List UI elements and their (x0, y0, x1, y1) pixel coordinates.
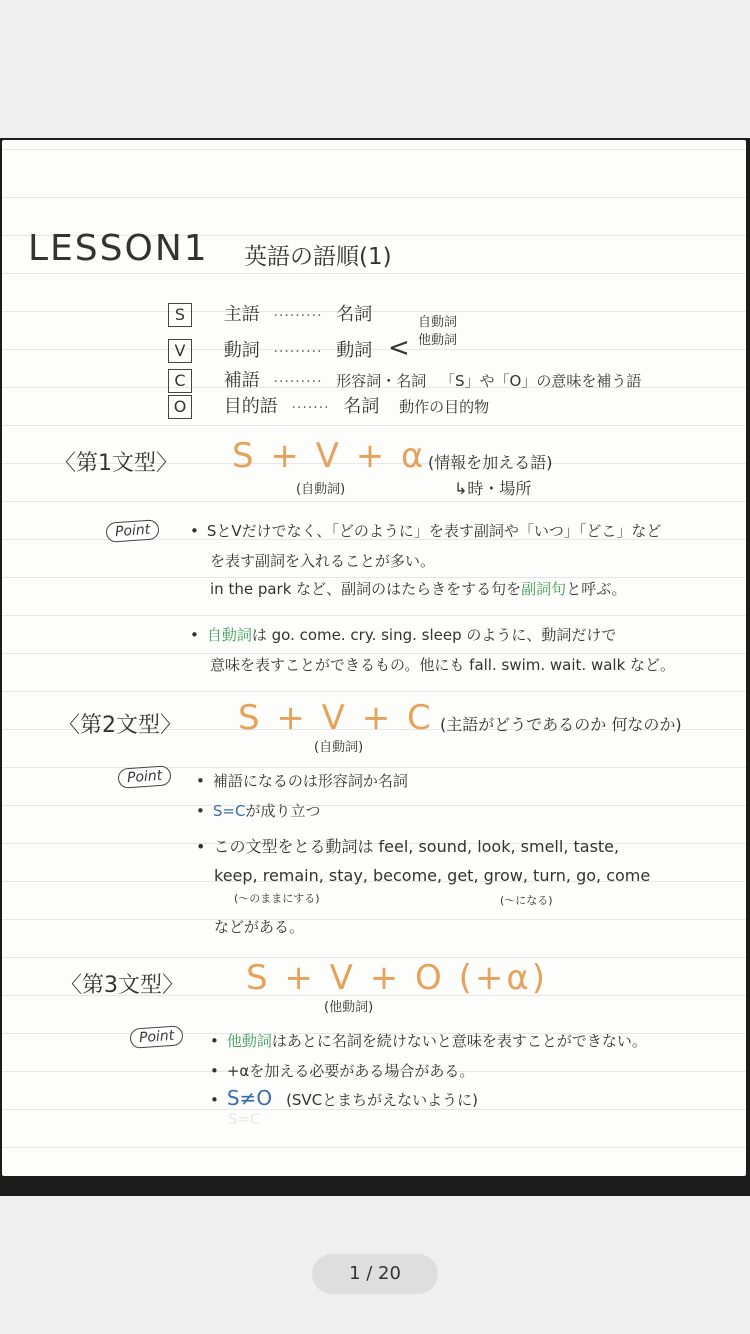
notebook-page (2, 140, 746, 1176)
pattern1-note-line (210, 550, 435, 571)
pattern3-header: 〈第3文型〉 (60, 973, 184, 998)
term-row-c (168, 366, 641, 393)
term-name: 主語 (223, 304, 260, 325)
pattern2-note-line (214, 916, 304, 937)
pattern3-note-line: • +αを加える必要がある場合がある。 (210, 1062, 475, 1080)
term-letter: S (168, 303, 192, 327)
verb-type: 自動詞 (418, 315, 458, 330)
term-pos: 名詞 (343, 396, 380, 417)
note-text: 補語になるのは形容詞か名詞 (212, 772, 408, 790)
term-extra: 動作の目的物 (399, 398, 490, 416)
term-name: 動詞 (223, 340, 260, 361)
note-text: を表す副詞を入れることが多い。 (210, 552, 436, 570)
point-label: Point (117, 765, 172, 789)
term-pos: 名詞 (336, 304, 373, 325)
notebook-photo (0, 138, 750, 1196)
pattern2-note-line (214, 866, 650, 885)
note-highlight: S≠O (226, 1086, 273, 1110)
note-text: はあとに名詞を続けないと意味を表すことができない。 (271, 1032, 647, 1050)
verb-types (418, 314, 457, 350)
point-label: Point (129, 1025, 184, 1049)
term-name: 目的語 (223, 396, 278, 417)
note-text: この文型をとる動詞は feel, sound, look, smell, taste, (213, 837, 620, 856)
note-text: は go. come. cry. sing. sleep のように、動詞だけで (251, 626, 617, 644)
note-highlight: 副詞句 (521, 580, 567, 598)
pattern2-note: (主語がどうであるのか 何なのか) (440, 715, 682, 734)
term-extra: < (388, 333, 410, 363)
pattern1-note-line: • 自動詞は go. come. cry. sing. sleep のように、動詞だけで (190, 626, 617, 644)
note-text: in the park など、副詞のはたらきをする句を (210, 580, 522, 598)
verb-type: 他動詞 (418, 333, 458, 348)
term-dots: ······· (291, 400, 330, 416)
term-name: 補語 (223, 370, 260, 391)
pattern1-note-line: • SとVだけでなく、「どのように」を表す副詞や「いつ」「どこ」など (190, 522, 662, 540)
note-text: SとVだけでなく、「どのように」を表す副詞や「いつ」「どこ」など (206, 522, 662, 540)
note-text: が成り立つ (245, 802, 321, 820)
note-text: などがある。 (214, 918, 305, 936)
term-letter: V (168, 339, 192, 363)
pattern3-note-line: • S≠O (SVCとまちがえないように) (210, 1086, 479, 1110)
term-row-v (168, 333, 410, 363)
pattern2-note-line: • 補語になるのは形容詞か名詞 (196, 772, 408, 790)
pattern1-point-badge (106, 520, 159, 541)
note-text: +αを加える必要がある場合がある。 (226, 1062, 475, 1080)
page-indicator[interactable]: 1 / 20 (312, 1254, 438, 1294)
pattern1-formula: S + V + α (232, 436, 427, 476)
note-text: (SVCとまちがえないように) (286, 1091, 479, 1109)
note-highlight: 他動詞 (226, 1032, 272, 1050)
note-highlight: S=C (212, 802, 246, 820)
lesson-subtitle: 英語の語順(1) (244, 244, 392, 270)
term-dots: ········· (273, 344, 323, 360)
point-label: Point (105, 519, 160, 543)
note-highlight: 自動詞 (206, 626, 252, 644)
lesson-title: LESSON1 (28, 228, 209, 269)
term-letter: O (168, 395, 192, 419)
pattern1-arrow-note: ↳時・場所 (454, 479, 532, 498)
pattern2-gloss: (〜のままにする) (234, 892, 320, 905)
pattern1-header: 〈第1文型〉 (54, 451, 178, 476)
term-row-o (168, 392, 489, 419)
note-text: keep, remain, stay, become, get, grow, turn, go, come (214, 866, 651, 885)
pattern3-point-badge (130, 1026, 183, 1047)
pattern1-note: (情報を加える語) (428, 453, 553, 472)
pattern1-note-line (210, 578, 627, 599)
term-extra: 「S」や「O」の意味を補う語 (440, 372, 642, 390)
pattern3-formula: S + V + O (+α) (246, 958, 549, 998)
note-text: 意味を表すことができるもの。他にも fall. swim. wait. walk など。 (210, 656, 676, 674)
term-row-s (168, 300, 372, 327)
term-dots: ········· (273, 308, 323, 324)
pattern2-header: 〈第2文型〉 (58, 713, 182, 738)
pattern1-note-line (210, 654, 675, 675)
term-letter: C (168, 369, 192, 393)
pattern3-v-label: (他動詞) (324, 1000, 374, 1015)
pattern2-formula: S + V + C (238, 698, 434, 738)
term-dots: ········· (273, 374, 323, 390)
pattern2-point-badge (118, 766, 171, 787)
term-pos: 動詞 (336, 340, 373, 361)
pattern2-v-label: (自動詞) (314, 740, 364, 755)
term-pos: 形容詞・名詞 (336, 372, 427, 390)
pattern2-note-line: • この文型をとる動詞は feel, sound, look, smell, taste, (196, 837, 620, 856)
pattern3-note-line: • 他動詞はあとに名詞を続けないと意味を表すことができない。 (210, 1032, 647, 1050)
pattern2-gloss: (〜になる) (500, 894, 553, 907)
pattern2-note-line: • S=Cが成り立つ (196, 802, 321, 820)
pattern1-v-label: (自動詞) (296, 482, 346, 497)
note-text: と呼ぶ。 (566, 580, 627, 598)
ghost-text: S=C (228, 1110, 261, 1128)
